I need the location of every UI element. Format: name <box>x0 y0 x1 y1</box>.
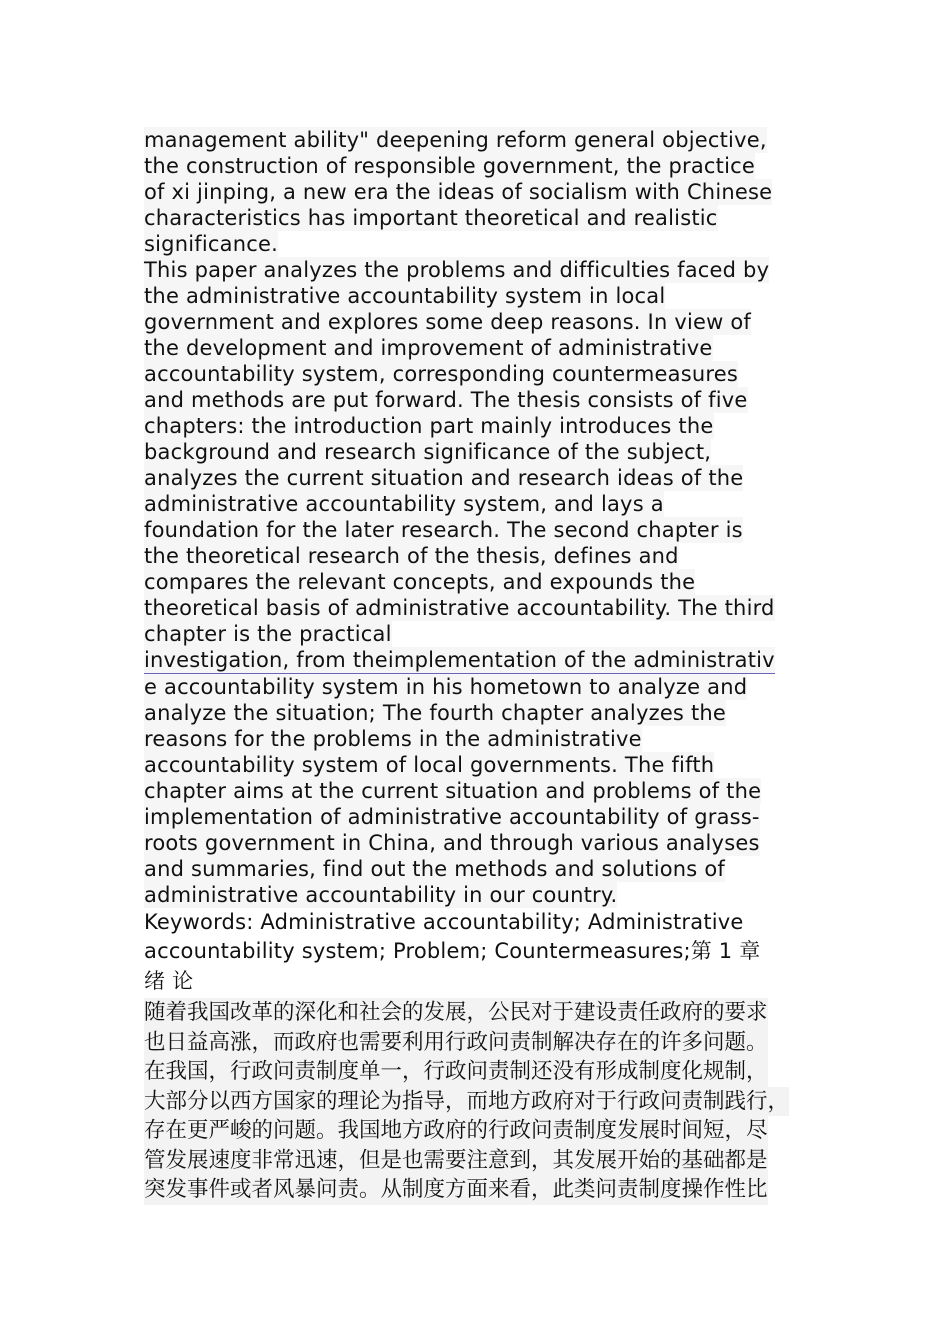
text-line: government and explores some deep reasons. In view of <box>144 310 751 334</box>
text-line: foundation for the later research. The second chapter is <box>144 518 743 542</box>
text-line: 随着我国改革的深化和社会的发展，公民对于建设责任政府的要求 <box>144 998 816 1028</box>
chapter-heading: 绪 论 <box>144 969 194 993</box>
text-line: 存在更严峻的问题。我国地方政府的行政问责制度发展时间短，尽 <box>144 1116 816 1146</box>
text-line: chapter is the practical <box>144 622 392 646</box>
keywords-line: Keywords: Administrative accountability; Administrative <box>144 910 744 934</box>
text-line: compares the relevant concepts, and expounds the <box>144 570 696 594</box>
text-line: analyzes the current situation and research ideas of the <box>144 466 744 490</box>
text-line: management ability" deepening reform general objective, <box>144 128 767 152</box>
text-line: 突发事件或者风暴问责。从制度方面来看，此类问责制度操作性比 <box>144 1175 816 1205</box>
text-line: and methods are put forward. The thesis consists of five <box>144 388 748 412</box>
text-line-underlined: e accountability system in his hometown to analyze and <box>144 675 748 699</box>
text-line: and summaries, find out the methods and solutions of <box>144 857 725 881</box>
text-line: characteristics has important theoretical and realistic <box>144 206 718 230</box>
text-line: administrative accountability system, and lays a <box>144 492 664 516</box>
text-line: This paper analyzes the problems and difficulties faced by <box>144 258 770 282</box>
text-line: the administrative accountability system in local <box>144 284 666 308</box>
text-line: implementation of administrative accountability of grass- <box>144 805 760 829</box>
keywords-line: accountability system; Problem; Countermeasures;第 1 章 <box>144 939 761 963</box>
paragraph-thesis-summary <box>144 257 816 908</box>
text-line: background and research significance of the subject, <box>144 440 712 464</box>
text-line: the construction of responsible government, the practice <box>144 154 756 178</box>
text-line: the development and improvement of administrative <box>144 336 713 360</box>
text-line: 也日益高涨，而政府也需要利用行政问责制解决存在的许多问题。 <box>144 1028 816 1058</box>
text-line: roots government in China, and through various analyses <box>144 831 760 855</box>
paragraph-significance <box>144 127 816 257</box>
text-line: chapter aims at the current situation and problems of the <box>144 779 762 803</box>
keywords <box>144 908 816 966</box>
text-line: administrative accountability in our country. <box>144 883 618 907</box>
text-line: significance. <box>144 232 278 256</box>
paragraph-chinese <box>144 998 816 1205</box>
text-line: accountability system, corresponding countermeasures <box>144 362 738 386</box>
text-line: reasons for the problems in the administrative <box>144 727 642 751</box>
document-body <box>144 127 816 1205</box>
text-line: accountability system of local governments. The fifth <box>144 753 715 777</box>
text-line: 大部分以西方国家的理论为指导，而地方政府对于行政问责制践行， <box>144 1087 816 1117</box>
text-line: of xi jinping, a new era the ideas of socialism with Chinese <box>144 180 773 204</box>
text-line: 在我国，行政问责制度单一，行政问责制还没有形成制度化规制， <box>144 1057 816 1087</box>
text-line-underlined: investigation, from theimplementation of the administrativ <box>144 648 775 672</box>
text-line: 管发展速度非常迅速，但是也需要注意到，其发展开始的基础都是 <box>144 1146 816 1176</box>
text-line: chapters: the introduction part mainly introduces the <box>144 414 714 438</box>
text-line: theoretical basis of administrative accountability. The third <box>144 596 775 620</box>
text-line: analyze the situation; The fourth chapter analyzes the <box>144 701 727 725</box>
text-line: the theoretical research of the thesis, defines and <box>144 544 679 568</box>
